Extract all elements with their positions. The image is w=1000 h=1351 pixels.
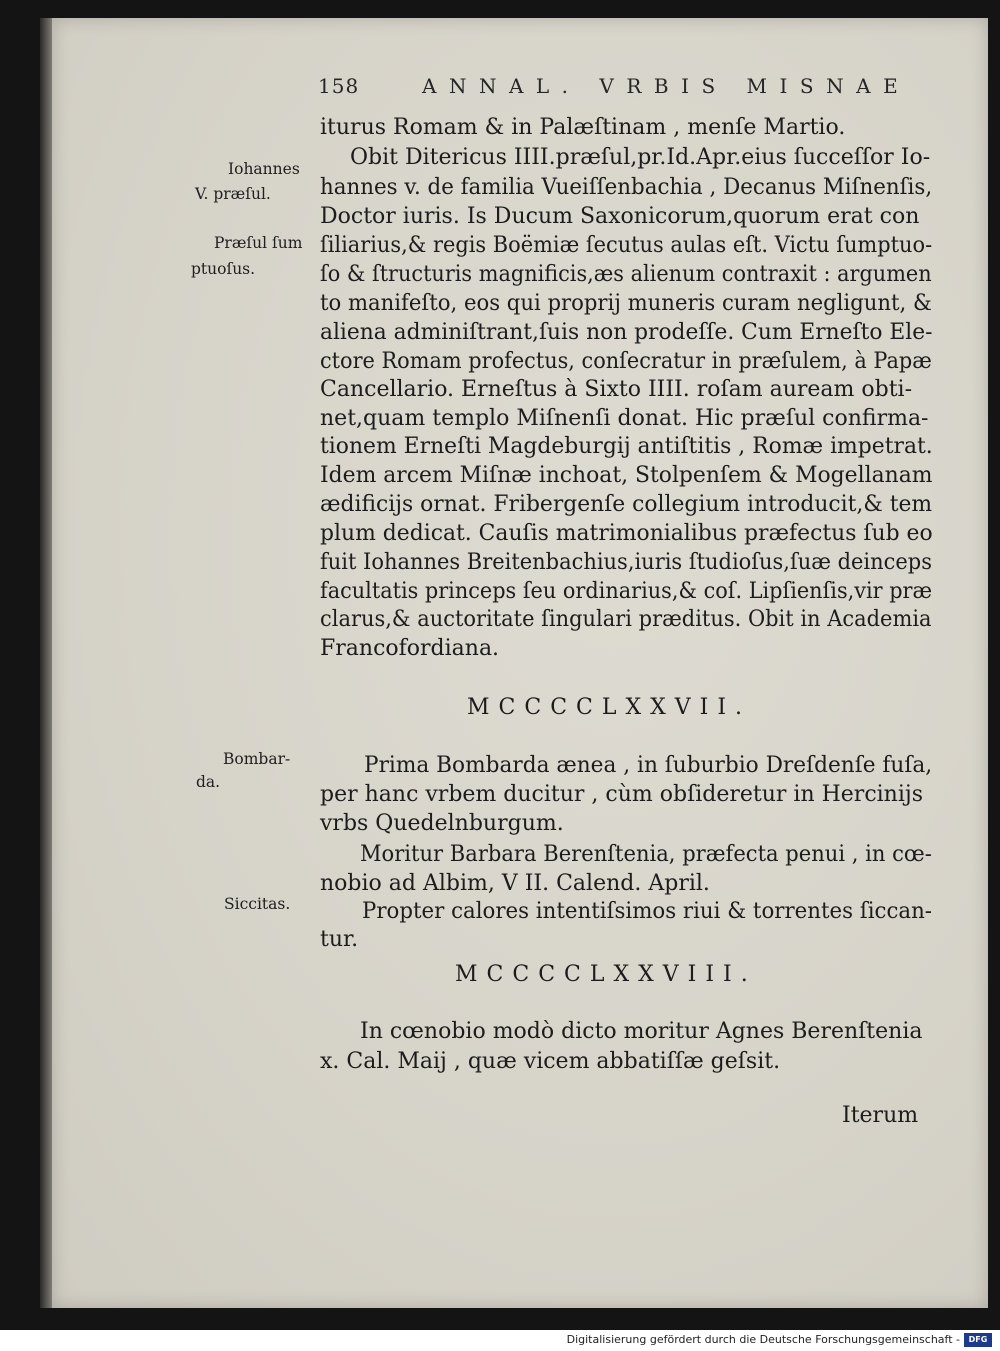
catchword: Iterum [842,1103,919,1128]
page-header [318,74,918,104]
text-line: ædificijs ornat. Fribergenſe collegium introducit,& tem [320,492,933,517]
text-line: Doctor iuris. Is Ducum Saxonicorum,quorum erat con [320,204,920,229]
text-line: facultatis princeps ſeu ordinarius,& coſ. Lipſienſis,vir præ [320,579,933,604]
text-line: Idem arcem Miſnæ inchoat, Stolpenſem & Mogellanam [320,463,933,488]
margin-note: Iohannes [228,160,300,178]
text-line: Obit Ditericus IIII.præſul,pr.Id.Apr.eius ſucceſſor Io- [350,145,931,170]
text-line: to manifeſto, eos qui proprij muneris curam negligunt, & [320,291,932,316]
margin-note: ptuoſus. [191,260,256,278]
margin-note: V. præſul. [195,185,271,203]
margin-note: Siccitas. [224,895,291,913]
text-line: aliena adminiſtrant,ſuis non prodeſſe. Cum Erneſto Ele- [320,320,933,345]
year-heading: MCCCCLXXVIII. [455,962,757,987]
text-line: clarus,& auctoritate ſingulari præditus. Obit in Academia [320,607,932,632]
text-line: Francofordiana. [320,636,500,661]
text-line: Cancellario. Erneſtus à Sixto IIII. roſam auream obti- [320,377,913,402]
text-line: tionem Erneſti Magdeburgij antiſtitis , Romæ impetrat. [320,434,933,459]
margin-note: Bombar- [223,750,291,768]
margin-note: Præſul ſum [214,234,303,252]
page-number: 158 [318,74,360,98]
text-line: iturus Romam & in Palæſtinam , menſe Martio. [320,115,846,140]
text-line: net,quam templo Miſnenſi donat. Hic præſul confirma- [320,406,929,431]
footer-bar [0,1330,1000,1351]
text-line: x. Cal. Maij , quæ vicem abbatiſſæ geſsit. [320,1049,781,1074]
text-line: Prima Bombarda ænea , in ſuburbio Dreſdenſe fuſa, [364,753,933,778]
text-line: Moritur Barbara Berenſtenia, præfecta penui , in cœ- [360,842,932,867]
text-line: Propter calores intentiſsimos riui & torrentes ſiccan- [362,899,933,924]
text-line: ctore Romam profectus, conſecratur in præſulem, à Papæ [320,349,932,374]
text-line: nobio ad Albim, V II. Calend. April. [320,871,710,896]
text-line: tur. [320,927,359,952]
funding-credit: Digitalisierung gefördert durch die Deutsche Forschungsgemeinschaft - [566,1333,960,1346]
running-title: ANNAL. VRBIS MISNAE [422,74,911,98]
year-heading: MCCCCLXXVII. [467,695,752,720]
text-line: hannes v. de familia Vueiſſenbachia , Decanus Miſnenſis, [320,175,933,200]
text-line: vrbs Quedelnburgum. [320,811,564,836]
margin-note: da. [196,773,221,791]
text-line: ſiliarius,& regis Boëmiæ ſecutus aulas eſt. Victu ſumptuo- [320,233,933,258]
dfg-logo-icon: DFG [964,1333,992,1347]
text-line: fuit Iohannes Breitenbachius,iuris ſtudioſus,ſuæ deinceps [320,550,932,575]
text-line: ſo & ſtructuris magnificis,æs alienum contraxit : argumen [320,262,932,287]
text-line: per hanc vrbem ducitur , cùm obſideretur in Hercinijs [320,782,924,807]
text-line: In cœnobio modò dicto moritur Agnes Berenſtenia [360,1019,923,1044]
text-line: plum dedicat. Cauſis matrimonialibus præfectus ſub eo [320,521,933,546]
